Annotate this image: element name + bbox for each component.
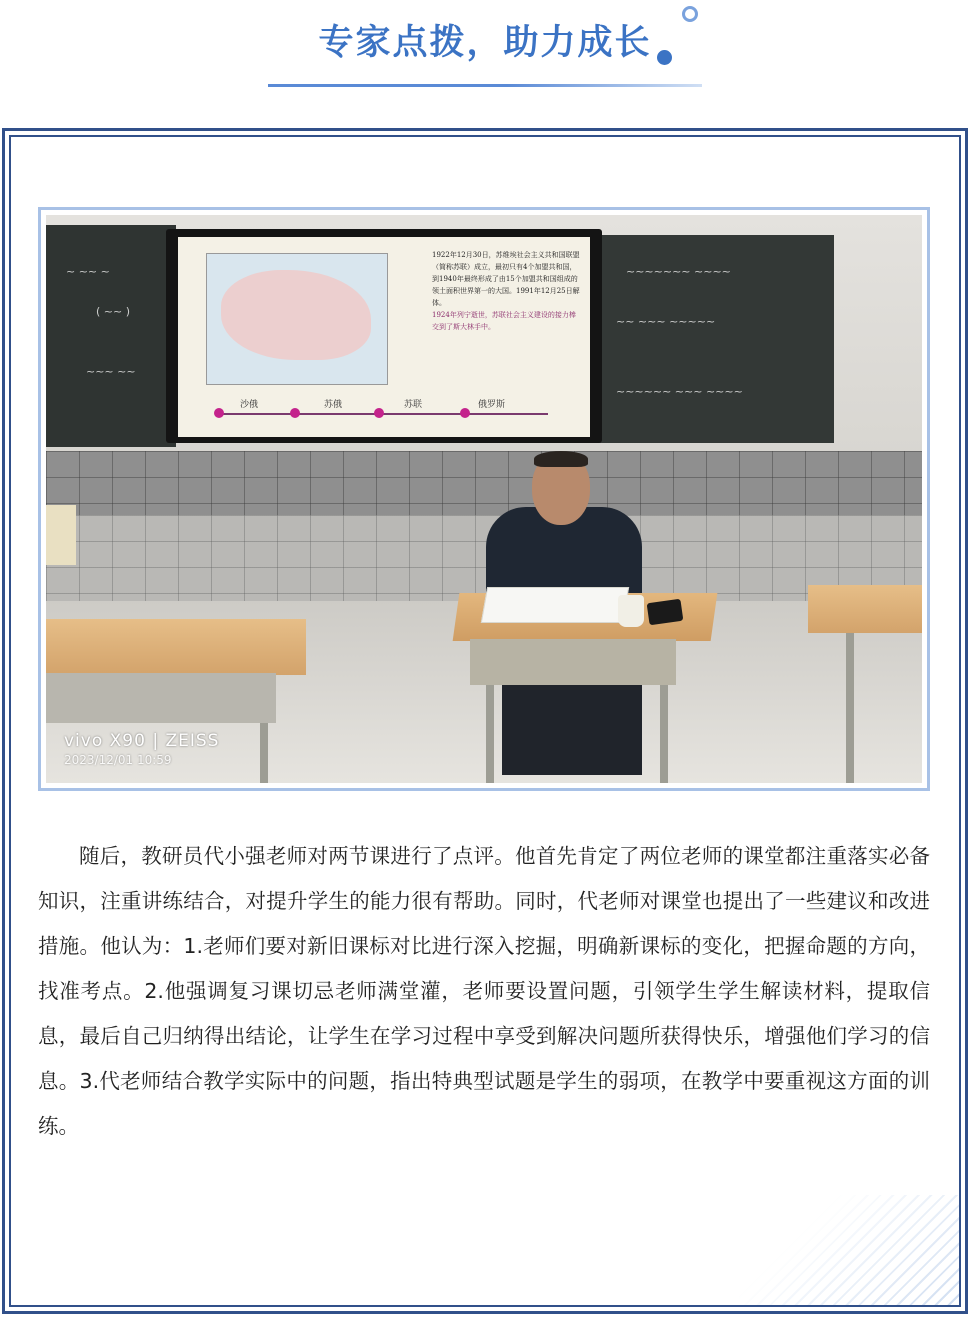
desk-leg [260, 723, 268, 783]
desk-left-drawer [46, 673, 276, 723]
slide-highlight-text: 1924年列宁逝世，苏联社会主义建设的接力棒交到了斯大林手中。 [432, 311, 576, 331]
teacher-hair [534, 451, 588, 467]
photo-timestamp: 2023/12/01 10:59 [64, 753, 172, 767]
chalk-writing: ~~~~~~ ~~~ ~~~~ [616, 385, 743, 398]
desk-cup [618, 595, 644, 627]
camera-brand: vivo X90 | ZEISS [64, 731, 220, 751]
desk-leg [846, 633, 854, 783]
decorative-ring-icon [682, 6, 698, 22]
chalk-writing: ~~~~~~~ ~~~~ [626, 265, 731, 278]
desk-phone [647, 599, 684, 626]
section-title: 专家点拨，助力成长 [318, 23, 652, 63]
title-underline [268, 84, 702, 87]
photo-wall-tiles-light [46, 515, 922, 601]
desk-left [46, 619, 306, 675]
chalk-writing: ~~~ ~~ [86, 365, 136, 378]
timeline-label: 俄罗斯 [478, 400, 506, 410]
timeline-label: 苏俄 [324, 400, 343, 410]
article-paragraph: 随后，教研员代小强老师对两节课进行了点评。他首先肯定了两位老师的课堂都注重落实必备知识，注重讲练结合，对提升学生的能力很有帮助。同时，代老师对课堂也提出了一些建议和改进措施。他认为：1.老师们要对新旧课标对比进行深入挖掘，明确新课标的变化，把握命题的方向，找准考点。2.他强调复习课切忌老师满堂灌，老师要设置问题，引领学生学生解读材料，提取信息，最后自己归纳得出结论，让学生在学习过程中享受到解决问题所获得快乐，增强他们学习的信息。3.代老师结合教学实际中的问题，指出特典型试题是学生的弱项，在教学中要重视这方面的训练。 [38, 844, 930, 1138]
display-screen [178, 237, 590, 437]
wall-cabinet [46, 505, 76, 565]
timeline-dot [374, 408, 384, 418]
decorative-stripes [739, 1195, 959, 1305]
blackboard-left [46, 225, 176, 447]
timeline-dot [290, 408, 300, 418]
chalk-writing: ~ ~~ ~ [66, 265, 110, 278]
decorative-dot-icon [657, 50, 672, 65]
slide-main-text: 1922年12月30日，苏维埃社会主义共和国联盟（简称苏联）成立，最初只有4个加盟共和国，到1940年最终形成了由15个加盟共和国组成的领土面积世界第一的大国。1991年12月25日解体。 [432, 251, 580, 307]
slide-map [206, 253, 388, 385]
chalk-writing: ( ~~ ) [96, 305, 131, 318]
desk-leg [660, 685, 668, 783]
timeline-dot [460, 408, 470, 418]
timeline-label: 沙俄 [240, 400, 259, 410]
timeline-label: 苏联 [404, 400, 423, 410]
desk-leg [486, 685, 494, 783]
desk-center-drawer [470, 639, 676, 685]
teacher-legs [502, 685, 642, 775]
desk-right [808, 585, 922, 633]
camera-watermark [64, 731, 219, 767]
desk-papers [481, 587, 629, 623]
slide-map-land [221, 270, 371, 360]
slide-text [432, 249, 582, 333]
classroom-photo [46, 215, 922, 783]
photo-frame [38, 207, 930, 791]
timeline-dot [214, 408, 224, 418]
chalk-writing: ~~ ~~~ ~~~~~ [616, 315, 716, 328]
section-header [0, 0, 970, 110]
